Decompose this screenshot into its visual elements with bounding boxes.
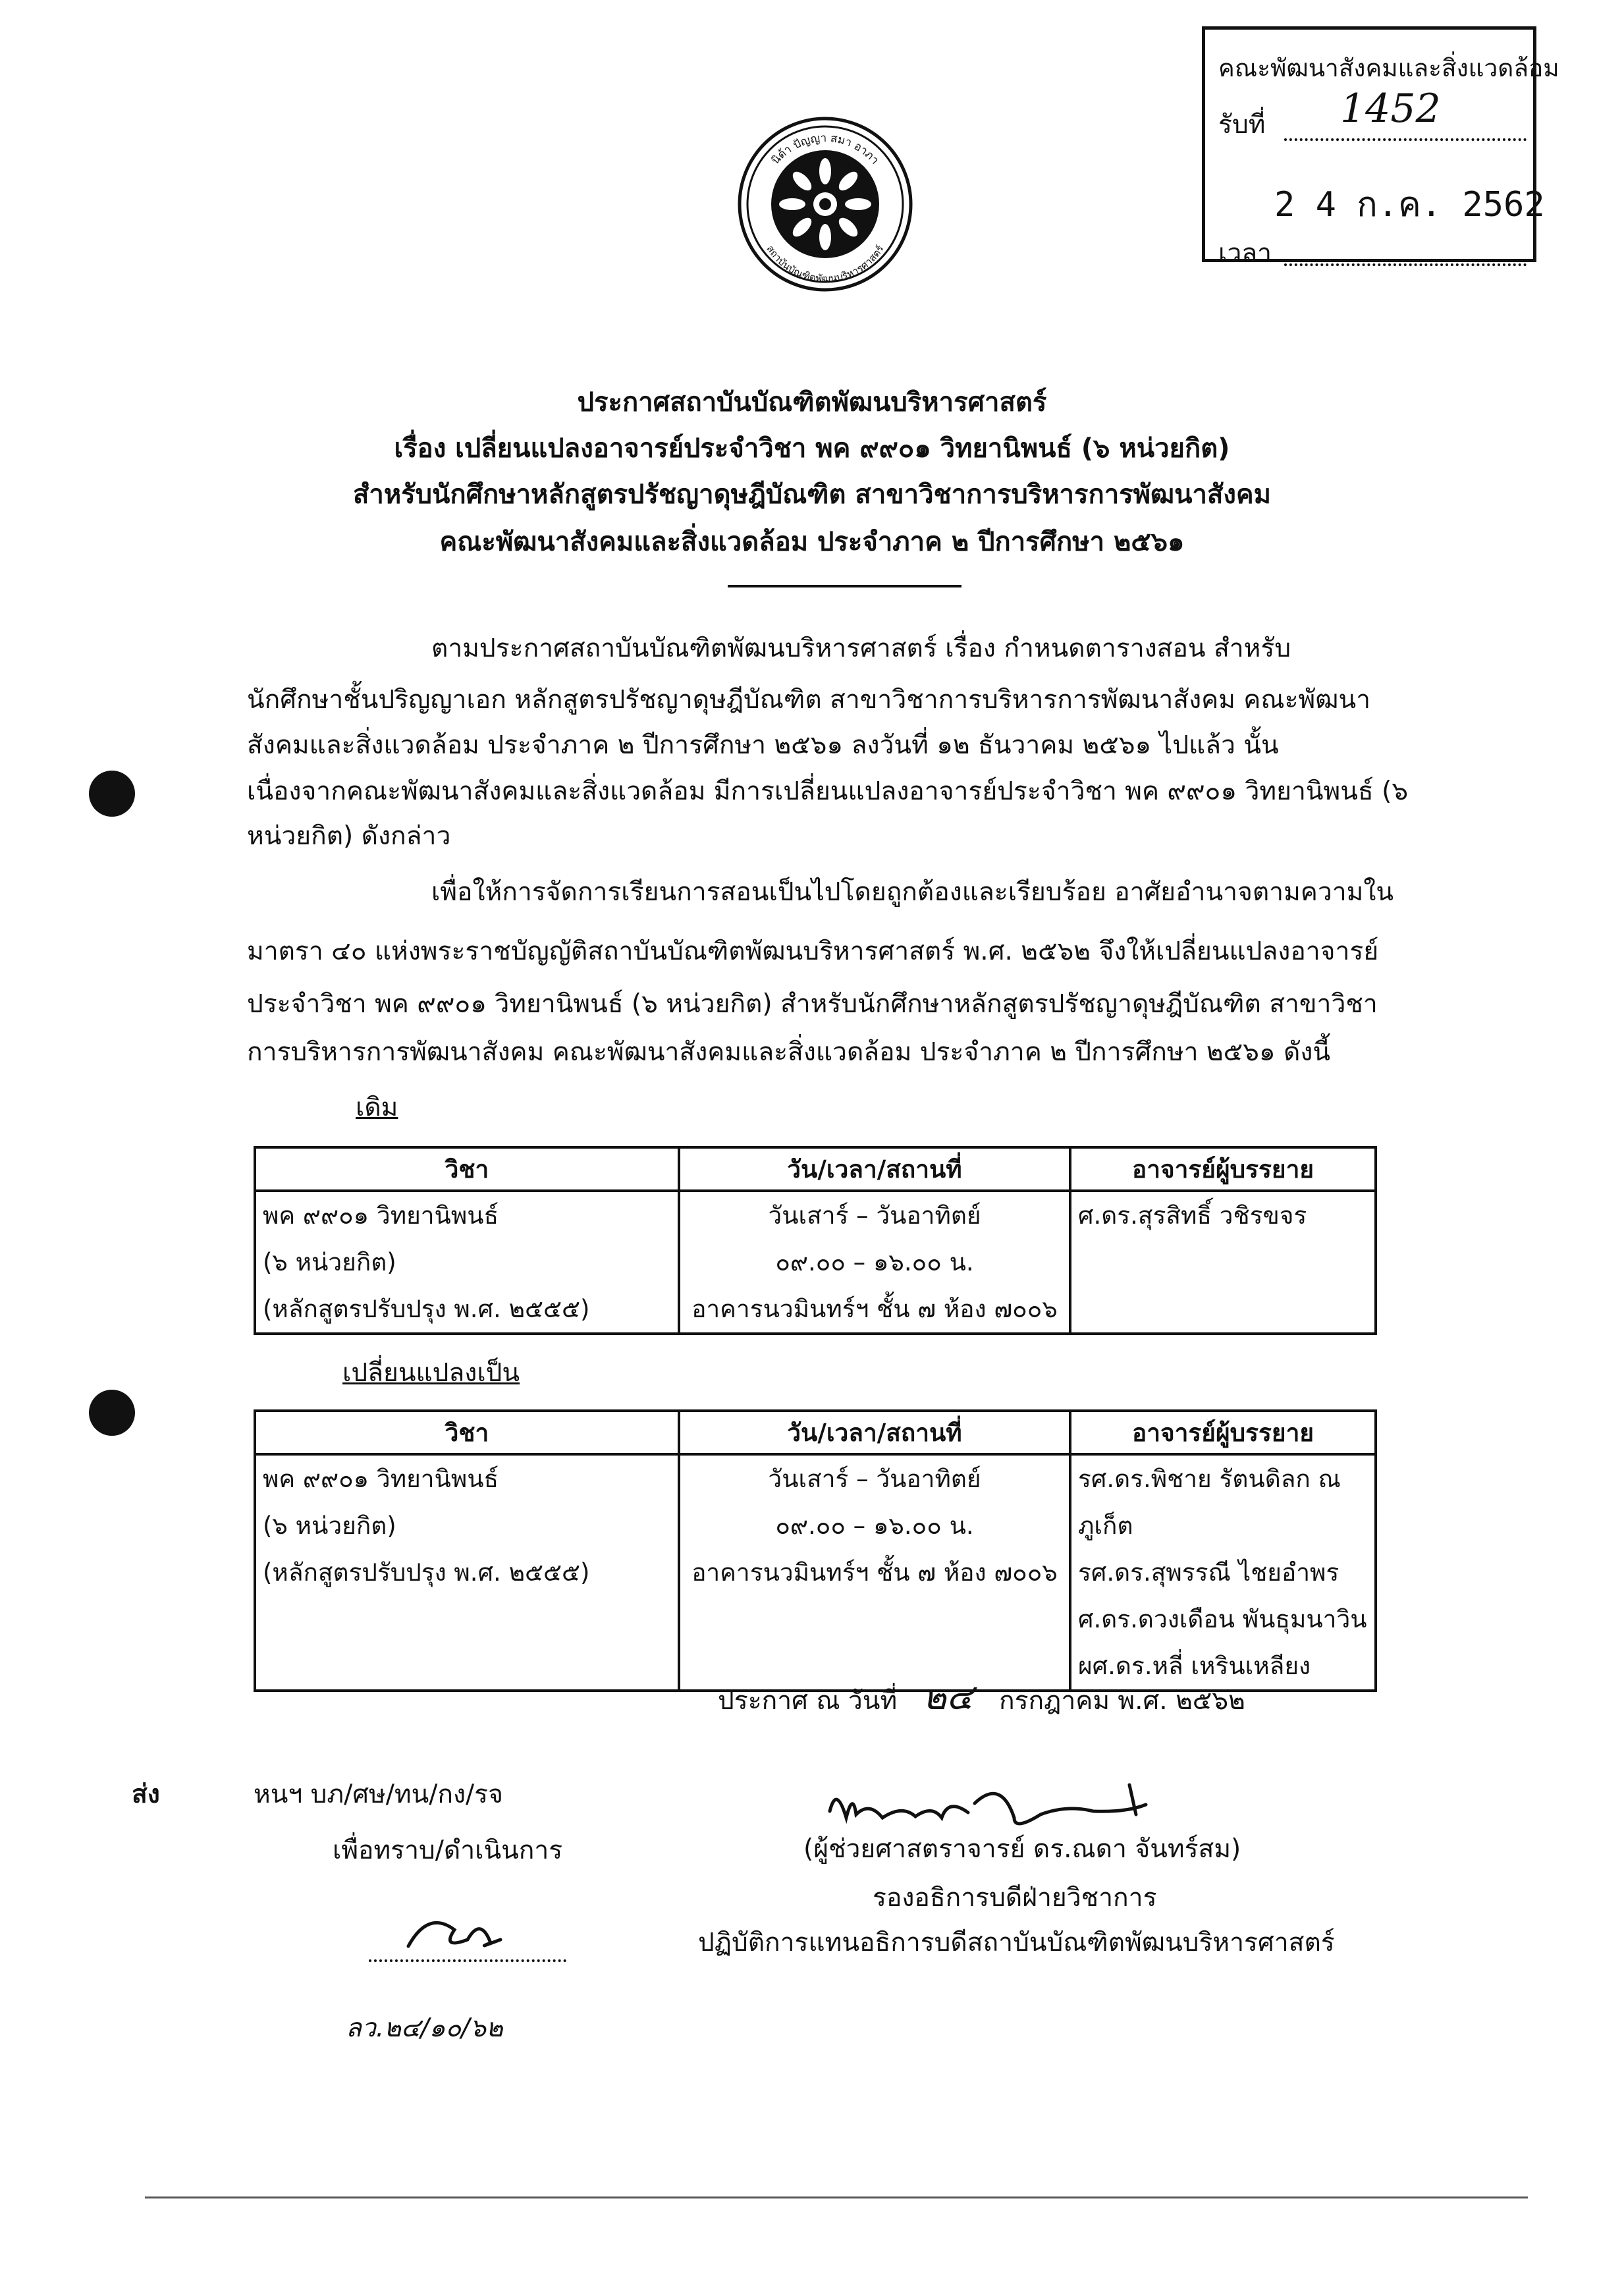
- schedule-cell: [679, 1191, 1070, 1334]
- lecturer-name: ผศ.ดร.หลี่ เหรินเหลียง: [1078, 1652, 1311, 1680]
- routing-recipients: หนฯ บภ/ศษ/ทน/กง/รจ: [254, 1780, 503, 1809]
- changed-schedule-table: [254, 1409, 1377, 1692]
- paragraph-1-line: หน่วยกิต) ดังกล่าว: [247, 821, 451, 851]
- lecturer-name: รศ.ดร.สุพรรณี ไชยอำพร: [1078, 1558, 1340, 1587]
- heading-line-4: คณะพัฒนาสังคมและสิ่งแวดล้อม ประจำภาค ๒ ปีการศึกษา ๒๕๖๑: [439, 527, 1185, 557]
- paragraph-1-line: นักศึกษาชั้นปริญญาเอก หลักสูตรปรัชญาดุษฎีบัณฑิต สาขาวิชาการบริหารการพัฒนาสังคม คณะพัฒนา: [247, 685, 1371, 715]
- seal-bottom-text: สถาบันบัณฑิตพัฒนบริหารศาสตร์: [764, 243, 886, 285]
- schedule-line: ๐๙.๐๐ – ๑๖.๐๐ น.: [775, 1248, 974, 1276]
- course-line: (หลักสูตรปรับปรุง พ.ศ. ๒๕๕๕): [263, 1295, 590, 1323]
- paragraph-1-line: ตามประกาศสถาบันบัณฑิตพัฒนบริหารศาสตร์ เรื่อง กำหนดตารางสอน สำหรับ: [431, 634, 1291, 663]
- lecturer-name: ศ.ดร.ดวงเดือน พันธุมนาวิน: [1078, 1605, 1367, 1633]
- lecturer-cell: [1070, 1191, 1376, 1334]
- table-row: [255, 1191, 1376, 1334]
- initial-scribble: [402, 1910, 507, 1963]
- announce-day: ๒๔: [923, 1676, 973, 1718]
- course-cell: [255, 1191, 679, 1334]
- lecturer-cell: [1070, 1454, 1376, 1691]
- heading-line-3: สำหรับนักศึกษาหลักสูตรปรัชญาดุษฎีบัณฑิต สาขาวิชาการบริหารการพัฒนาสังคม: [352, 479, 1272, 510]
- course-line: พค ๙๙๐๑ วิทยานิพนธ์: [263, 1465, 499, 1493]
- lecturer-name: ศ.ดร.สุรสิทธิ์ วชิรขจร: [1078, 1201, 1307, 1230]
- signatory-position-2: ปฏิบัติการแทนอธิการบดีสถาบันบัณฑิตพัฒนบริหารศาสตร์: [698, 1928, 1335, 1957]
- nida-seal-icon: [736, 115, 914, 293]
- schedule-line: อาคารนวมินทร์ฯ ชั้น ๗ ห้อง ๗๐๐๖: [691, 1558, 1058, 1587]
- course-cell: [255, 1454, 679, 1691]
- schedule-line: ๐๙.๐๐ – ๑๖.๐๐ น.: [775, 1512, 974, 1540]
- stamp-received-number: 1452: [1340, 86, 1441, 132]
- paragraph-1-line: เนื่องจากคณะพัฒนาสังคมและสิ่งแวดล้อม มีการเปลี่ยนแปลงอาจารย์ประจำวิชา พค ๙๙๐๑ วิทยานิพนธ์ (๖: [247, 777, 1409, 806]
- changed-label: เปลี่ยนแปลงเป็น: [342, 1358, 520, 1388]
- original-schedule-table: [254, 1146, 1377, 1335]
- table-row: [255, 1454, 1376, 1691]
- table-header: วัน/เวลา/สถานที่: [679, 1147, 1070, 1191]
- routing-purpose: เพื่อทราบ/ดำเนินการ: [333, 1836, 563, 1865]
- paragraph-1-line: สังคมและสิ่งแวดล้อม ประจำภาค ๒ ปีการศึกษา ๒๕๖๑ ลงวันที่ ๑๒ ธันวาคม ๒๕๖๑ ไปแล้ว นั้น: [247, 730, 1279, 760]
- signatory-name: (ผู้ช่วยศาสตราจารย์ ดร.ณดา จันทร์สม): [803, 1834, 1241, 1864]
- bottom-rule: [145, 2196, 1528, 2198]
- schedule-line: วันเสาร์ – วันอาทิตย์: [768, 1465, 981, 1493]
- hole-punch: [89, 1390, 135, 1436]
- stamp-received-dots: [1284, 138, 1527, 141]
- signatory-position-1: รองอธิการบดีฝ่ายวิชาการ: [873, 1883, 1157, 1913]
- schedule-cell: [679, 1454, 1070, 1691]
- table-header: วิชา: [255, 1411, 679, 1454]
- receipt-stamp: [1202, 26, 1559, 268]
- heading-line-1: ประกาศสถาบันบัณฑิตพัฒนบริหารศาสตร์: [577, 387, 1047, 418]
- schedule-line: อาคารนวมินทร์ฯ ชั้น ๗ ห้อง ๗๐๐๖: [691, 1295, 1058, 1323]
- paragraph-2-line: ประจำวิชา พค ๙๙๐๑ วิทยานิพนธ์ (๖ หน่วยกิต) สำหรับนักศึกษาหลักสูตรปรัชญาดุษฎีบัณฑิต สาขาวิชา: [247, 989, 1378, 1019]
- hole-punch: [89, 771, 135, 817]
- course-line: (๖ หน่วยกิต): [263, 1512, 396, 1540]
- stamp-time-dots: [1284, 263, 1527, 266]
- stamp-faculty: คณะพัฒนาสังคมและสิ่งแวดล้อม: [1218, 54, 1559, 82]
- stamp-received-label: รับที่: [1218, 110, 1266, 140]
- table-header: อาจารย์ผู้บรรยาย: [1070, 1411, 1376, 1454]
- stamp-date: 2 4 ก.ค. 2562: [1274, 185, 1545, 225]
- send-label: ส่ง: [132, 1780, 160, 1809]
- announce-date: [718, 1676, 1245, 1718]
- lecturer-name: รศ.ดร.พิชาย รัตนดิลก ณ ภูเก็ต: [1078, 1465, 1341, 1540]
- course-line: (๖ หน่วยกิต): [263, 1248, 396, 1276]
- announce-month-year: กรกฎาคม พ.ศ. ๒๕๖๒: [998, 1686, 1245, 1716]
- stamp-time-label: เวลา: [1218, 238, 1272, 268]
- table-header: วิชา: [255, 1147, 679, 1191]
- seal-top-text: นิด้า ปัญญา สมา อาภา: [769, 131, 882, 167]
- paragraph-2-line: มาตรา ๔๐ แห่งพระราชบัญญัติสถาบันบัณฑิตพัฒนบริหารศาสตร์ พ.ศ. ๒๕๖๒ จึงให้เปลี่ยนแปลงอาจารย์: [247, 937, 1379, 966]
- paragraph-2-line: การบริหารการพัฒนาสังคม คณะพัฒนาสังคมและสิ่งแวดล้อม ประจำภาค ๒ ปีการศึกษา ๒๕๖๑ ดังนี้: [247, 1037, 1331, 1067]
- heading-line-2: เรื่อง เปลี่ยนแปลงอาจารย์ประจำวิชา พค ๙๙๐๑ วิทยานิพนธ์ (๖ หน่วยกิต): [394, 433, 1230, 464]
- paragraph-2-line: เพื่อให้การจัดการเรียนการสอนเป็นไปโดยถูกต้องและเรียบร้อย อาศัยอำนาจตามความใน: [431, 877, 1394, 907]
- table-header: อาจารย์ผู้บรรยาย: [1070, 1147, 1376, 1191]
- initial-dotted-line: [369, 1959, 566, 1962]
- table-header: วัน/เวลา/สถานที่: [679, 1411, 1070, 1454]
- routing-initial-date: ลว.๒๔/๑๐/๖๒: [346, 2013, 503, 2043]
- announce-prefix: ประกาศ ณ วันที่: [718, 1686, 898, 1716]
- course-line: พค ๙๙๐๑ วิทยานิพนธ์: [263, 1201, 499, 1230]
- heading-divider: [728, 585, 961, 587]
- course-line: (หลักสูตรปรับปรุง พ.ศ. ๒๕๕๕): [263, 1558, 590, 1587]
- schedule-line: วันเสาร์ – วันอาทิตย์: [768, 1201, 981, 1230]
- original-label: เดิม: [356, 1093, 398, 1122]
